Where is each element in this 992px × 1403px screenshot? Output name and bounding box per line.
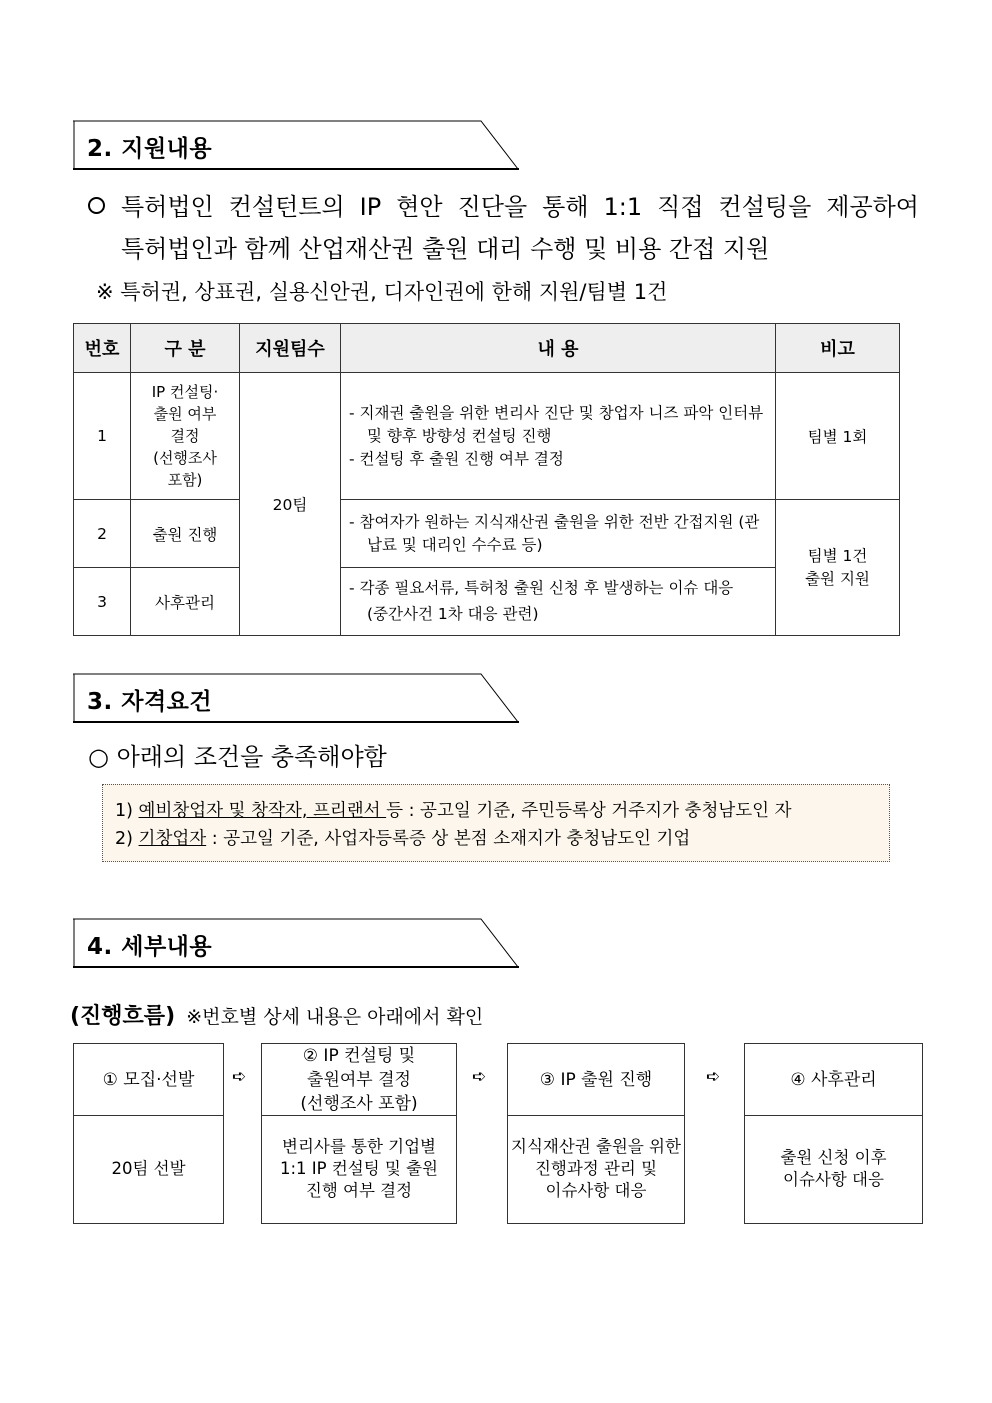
row-number: 3	[74, 568, 131, 636]
table-row	[74, 373, 900, 500]
flow-arrow-icon: ➪	[472, 1067, 487, 1087]
flow-step-head: ② IP 컨설팅 및 출원여부 결정 (선행조사 포함)	[262, 1044, 456, 1116]
table-header-row	[74, 324, 900, 373]
row-number: 2	[74, 500, 131, 568]
row-content	[341, 500, 776, 568]
header-number: 번호	[74, 324, 131, 373]
flow-subtitle: ※번호별 상세 내용은 아래에서 확인	[186, 1006, 484, 1028]
row-number: 1	[74, 373, 131, 500]
team-count-cell: 20팀	[240, 373, 341, 636]
flow-heading	[70, 999, 483, 1030]
header-team-count: 지원팀수	[240, 324, 341, 373]
flow-step-head: ① 모집·선발	[74, 1044, 223, 1116]
item-number: 2)	[115, 829, 133, 849]
content-item: - 컨설팅 후 출원 진행 여부 결정	[349, 449, 564, 468]
flow-step-1	[73, 1043, 224, 1224]
qualification-item-2	[115, 825, 889, 853]
support-table	[73, 323, 900, 636]
support-line-2: 특허법인과 함께 산업재산권 출원 대리 수행 및 비용 간접 지원	[121, 235, 770, 263]
section-title: 2. 지원내용	[87, 136, 213, 162]
qualification-item-1	[115, 797, 889, 825]
flow-arrow-icon: ➪	[706, 1067, 721, 1087]
flow-step-head: ④ 사후관리	[745, 1044, 922, 1116]
circle-bullet-icon	[88, 197, 105, 214]
section-header-support	[73, 120, 519, 170]
table-row	[74, 500, 900, 568]
content-item: - 각종 필요서류, 특허청 출원 신청 후 발생하는 이슈 대응	[349, 579, 734, 597]
support-note: ※ 특허권, 상표권, 실용신안권, 디자인권에 한해 지원/팀별 1건	[96, 280, 668, 304]
section-title: 4. 세부내용	[87, 934, 213, 960]
qualification-box	[102, 784, 890, 862]
item-desc: : 공고일 기준, 사업자등록증 상 본점 소재지가 충청남도인 기업	[206, 829, 691, 849]
row-remark: 팀별 1건 출원 지원	[776, 500, 900, 636]
row-category: 출원 진행	[131, 500, 240, 568]
qualification-intro: ○ 아래의 조건을 충족해야함	[88, 743, 387, 771]
row-category: IP 컨설팅· 출원 여부 결정 (선행조사 포함)	[131, 373, 240, 500]
support-line-1: 특허법인 컨설턴트의 IP 현안 진단을 통해 1:1 직접 컨설팅을 제공하여	[121, 193, 919, 221]
content-item: - 지재권 출원을 위한 변리사 진단 및 창업자 니즈 파악 인터뷰 및 향후 방향성 컨설팅 진행	[349, 403, 764, 445]
flow-title: (진행흐름)	[70, 1004, 176, 1029]
header-remark: 비고	[776, 324, 900, 373]
section-header-qualification	[73, 673, 519, 723]
flow-step-body: 출원 신청 이후 이슈사항 대응	[780, 1147, 887, 1189]
item-number: 1)	[115, 801, 133, 821]
header-content: 내 용	[341, 324, 776, 373]
flow-step-head: ③ IP 출원 진행	[508, 1044, 684, 1116]
flow-step-body: 변리사를 통한 기업별 1:1 IP 컨설팅 및 출원 진행 여부 결정	[280, 1136, 438, 1200]
section-header-details	[73, 918, 519, 968]
flow-step-3	[507, 1043, 685, 1224]
flow-step-body: 지식재산권 출원을 위한 진행과정 관리 및 이슈사항 대응	[511, 1136, 681, 1200]
header-category: 구 분	[131, 324, 240, 373]
item-term: 기창업자	[138, 829, 207, 849]
row-category: 사후관리	[131, 568, 240, 636]
content-item: - 참여자가 원하는 지식재산권 출원을 위한 전반 간접지원 (관납료 및 대리인 수수료 등)	[349, 512, 760, 554]
flow-arrow-icon: ➪	[232, 1067, 247, 1087]
row-remark: 팀별 1회	[776, 373, 900, 500]
item-desc: 등 : 공고일 기준, 주민등록상 거주지가 충청남도인 자	[386, 801, 792, 821]
row-content	[341, 568, 776, 636]
row-content	[341, 373, 776, 500]
section-title: 3. 자격요건	[87, 689, 213, 715]
flow-step-body: 20팀 선발	[111, 1158, 186, 1178]
content-item: (중간사건 1차 대응 관련)	[367, 605, 539, 623]
item-term: 예비창업자 및 창작자, 프리랜서	[138, 801, 387, 821]
flow-step-4	[744, 1043, 923, 1224]
flow-step-2	[261, 1043, 457, 1224]
